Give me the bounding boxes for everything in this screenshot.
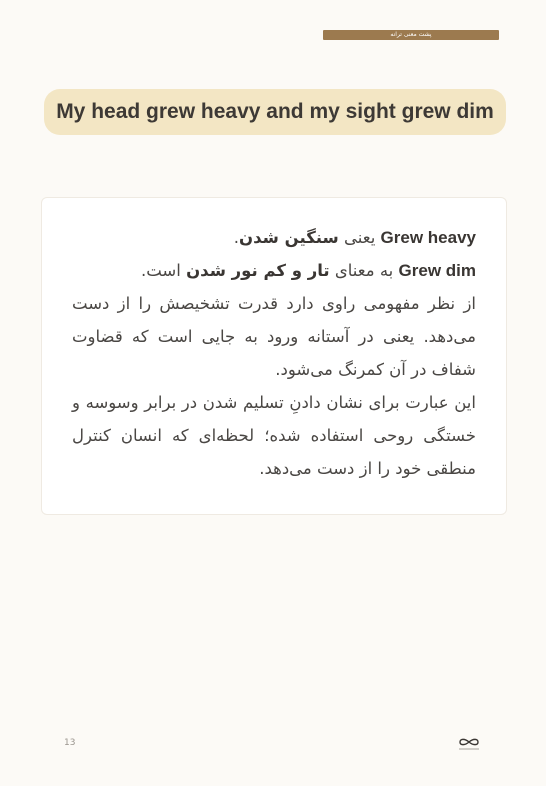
definition-connector: یعنی (338, 228, 381, 247)
paragraph-concept: از نظر مفهومی راوی دارد قدرت تشخیصش را از دست می‌دهد. یعنی در آستانه ورود به جایی است که قضاوت شفاف در آن کمرنگ می‌شود. (72, 294, 476, 379)
paragraph-surrender: این عبارت برای نشان دادنِ تسلیم شدن در برابر وسوسه و خستگی روحی استفاده شده؛ لحظه‌ای که انسان کنترل منطقی خود را از دست می‌دهد. (72, 393, 476, 478)
definition-meaning: تار و کم نور شدن (186, 261, 330, 280)
infinity-logo-icon (456, 735, 482, 753)
top-banner (323, 30, 499, 40)
definition-grew-dim (72, 254, 476, 287)
page-number: 13 (64, 738, 76, 748)
definition-grew-heavy (72, 221, 476, 254)
content-card (41, 197, 507, 515)
definition-end: است. (140, 261, 187, 280)
term-grew-heavy: Grew heavy (380, 228, 476, 247)
title-box (44, 89, 506, 135)
definition-end: . (233, 228, 240, 247)
definition-connector: به معنای (329, 261, 399, 280)
term-grew-dim: Grew dim (398, 261, 476, 280)
card-body (72, 221, 476, 485)
banner-label: پشت معنی ترانه (390, 31, 432, 38)
page-title: My head grew heavy and my sight grew dim (56, 100, 494, 123)
definition-meaning: سنگین شدن (239, 228, 339, 247)
